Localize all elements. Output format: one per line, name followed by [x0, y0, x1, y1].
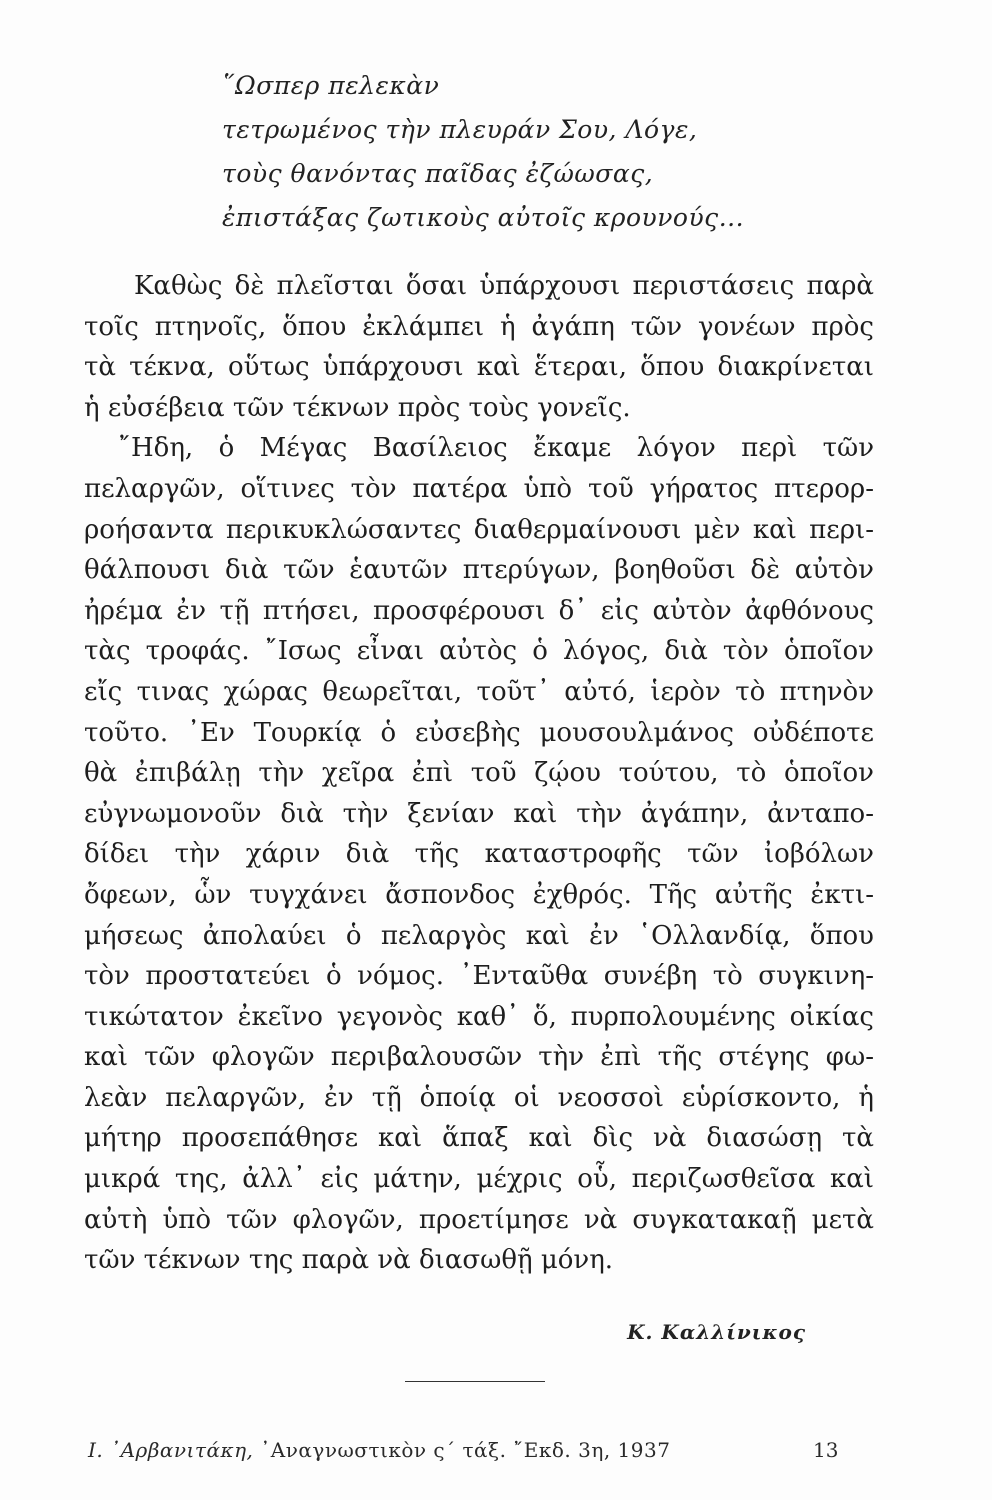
paragraph-line: τὸν προστατεύει ὁ νόμος. ᾿Ενταῦθα συνέβη τὸ συγκινη-	[84, 961, 874, 992]
paragraph-line: τοῖς πτηνοῖς, ὅπου ἐκλάμπει ἡ ἀγάπη τῶν γονέων πρὸς	[84, 311, 874, 342]
paragraph-line: πελαργῶν, οἵτινες τὸν πατέρα ὑπὸ τοῦ γήρατος πτερορ-	[84, 473, 874, 504]
paragraph-line: ἡ εὐσέβεια τῶν τέκνων πρὸς τοὺς γονεῖς.	[84, 392, 631, 423]
paragraph-line: τοῦτο. ᾿Εν Τουρκίᾳ ὁ εὐσεβὴς μουσουλμάνος οὐδέποτε	[84, 717, 874, 748]
paragraph-line: δίδει τὴν χάριν διὰ τῆς καταστροφῆς τῶν ἰοβόλων	[84, 839, 874, 870]
paragraph-line: καὶ τῶν φλογῶν περιβαλουσῶν τὴν ἐπὶ τῆς στέγης φω-	[84, 1042, 874, 1073]
paragraph-line: τικώτατον ἐκεῖνο γεγονὸς καθ᾿ ὅ, πυρπολουμένης οἰκίας	[84, 1001, 874, 1032]
paragraph-line: μήσεως ἀπολαύει ὁ πελαργὸς καὶ ἐν ῾Ολλανδίᾳ, ὅπου	[84, 920, 874, 951]
paragraph-line: ροήσαντα περικυκλώσαντες διαθερμαίνουσι μὲν καὶ περι-	[84, 514, 874, 545]
paragraph-line: τὰς τροφάς. ῎Ισως εἶναι αὐτὸς ὁ λόγος, διὰ τὸν ὁποῖον	[84, 636, 874, 667]
paragraph-line: θάλπουσι διὰ τῶν ἑαυτῶν πτερύγων, βοηθοῦσι δὲ αὐτὸν	[84, 555, 874, 586]
verse-line: ῞Ωσπερ πελεκὰν	[222, 71, 440, 100]
page-number: 13	[813, 1438, 839, 1462]
author-signature: Κ. Καλλίνικος	[627, 1320, 806, 1344]
source-citation	[88, 1438, 670, 1462]
citation-book: ᾿Αναγνωστικὸν ς΄ τάξ. ῎Εκδ. 3η, 1937	[260, 1438, 671, 1462]
paragraph-line: μικρά της, ἀλλ᾿ εἰς μάτην, μέχρις οὗ, περιζωσθεῖσα καὶ	[84, 1164, 874, 1195]
citation-author: Ι. ᾿Αρβανιτάκη,	[88, 1438, 254, 1462]
verse-line: ἐπιστάξας ζωτικοὺς αὐτοῖς κρουνούς...	[222, 203, 745, 232]
paragraph-line: μήτηρ προσεπάθησε καὶ ἅπαξ καὶ δὶς νὰ διασώσῃ τὰ	[84, 1123, 874, 1154]
paragraph-line: Καθὼς δὲ πλεῖσται ὅσαι ὑπάρχουσι περιστάσεις παρὰ	[134, 271, 874, 301]
verse-line: τοὺς θανόντας παῖδας ἐζώωσας,	[222, 159, 654, 188]
epigraph-verse	[222, 64, 902, 240]
footnote-divider	[405, 1381, 545, 1382]
paragraph-line: εὐγνωμονοῦν διὰ τὴν ξενίαν καὶ τὴν ἀγάπην, ἀνταπο-	[84, 798, 874, 829]
paragraph-line: αὐτὴ ὑπὸ τῶν φλογῶν, προετίμησε νὰ συγκατακαῇ μετὰ	[84, 1204, 874, 1235]
paragraph-line: τὰ τέκνα, οὕτως ὑπάρχουσι καὶ ἕτεραι, ὅπου διακρίνεται	[84, 352, 874, 383]
paragraph-line: θὰ ἐπιβάλῃ τὴν χεῖρα ἐπὶ τοῦ ζῴου τούτου, τὸ ὁποῖον	[84, 758, 874, 789]
paragraph-line: τῶν τέκνων της παρὰ νὰ διασωθῇ μόνη.	[84, 1245, 614, 1276]
paragraph-line: εἴς τινας χώρας θεωρεῖται, τοῦτ᾿ αὐτό, ἱερὸν τὸ πτηνὸν	[84, 676, 874, 707]
paragraph-line: ῎Ηδη, ὁ Μέγας Βασίλειος ἔκαμε λόγον περὶ τῶν	[118, 433, 874, 464]
body-text	[84, 266, 874, 1281]
paragraph-line: λεὰν πελαργῶν, ἐν τῇ ὁποίᾳ οἱ νεοσσοὶ εὑρίσκοντο, ἡ	[84, 1082, 874, 1113]
verse-line: τετρωμένος τὴν πλευράν Σου, Λόγε,	[222, 115, 698, 144]
paragraph-line: ἠρέμα ἐν τῇ πτήσει, προσφέρουσι δ᾿ εἰς αὐτὸν ἀφθόνους	[84, 595, 874, 626]
paragraph-line: ὄφεων, ὧν τυγχάνει ἄσπονδος ἐχθρός. Τῆς αὐτῆς ἐκτι-	[84, 879, 874, 910]
